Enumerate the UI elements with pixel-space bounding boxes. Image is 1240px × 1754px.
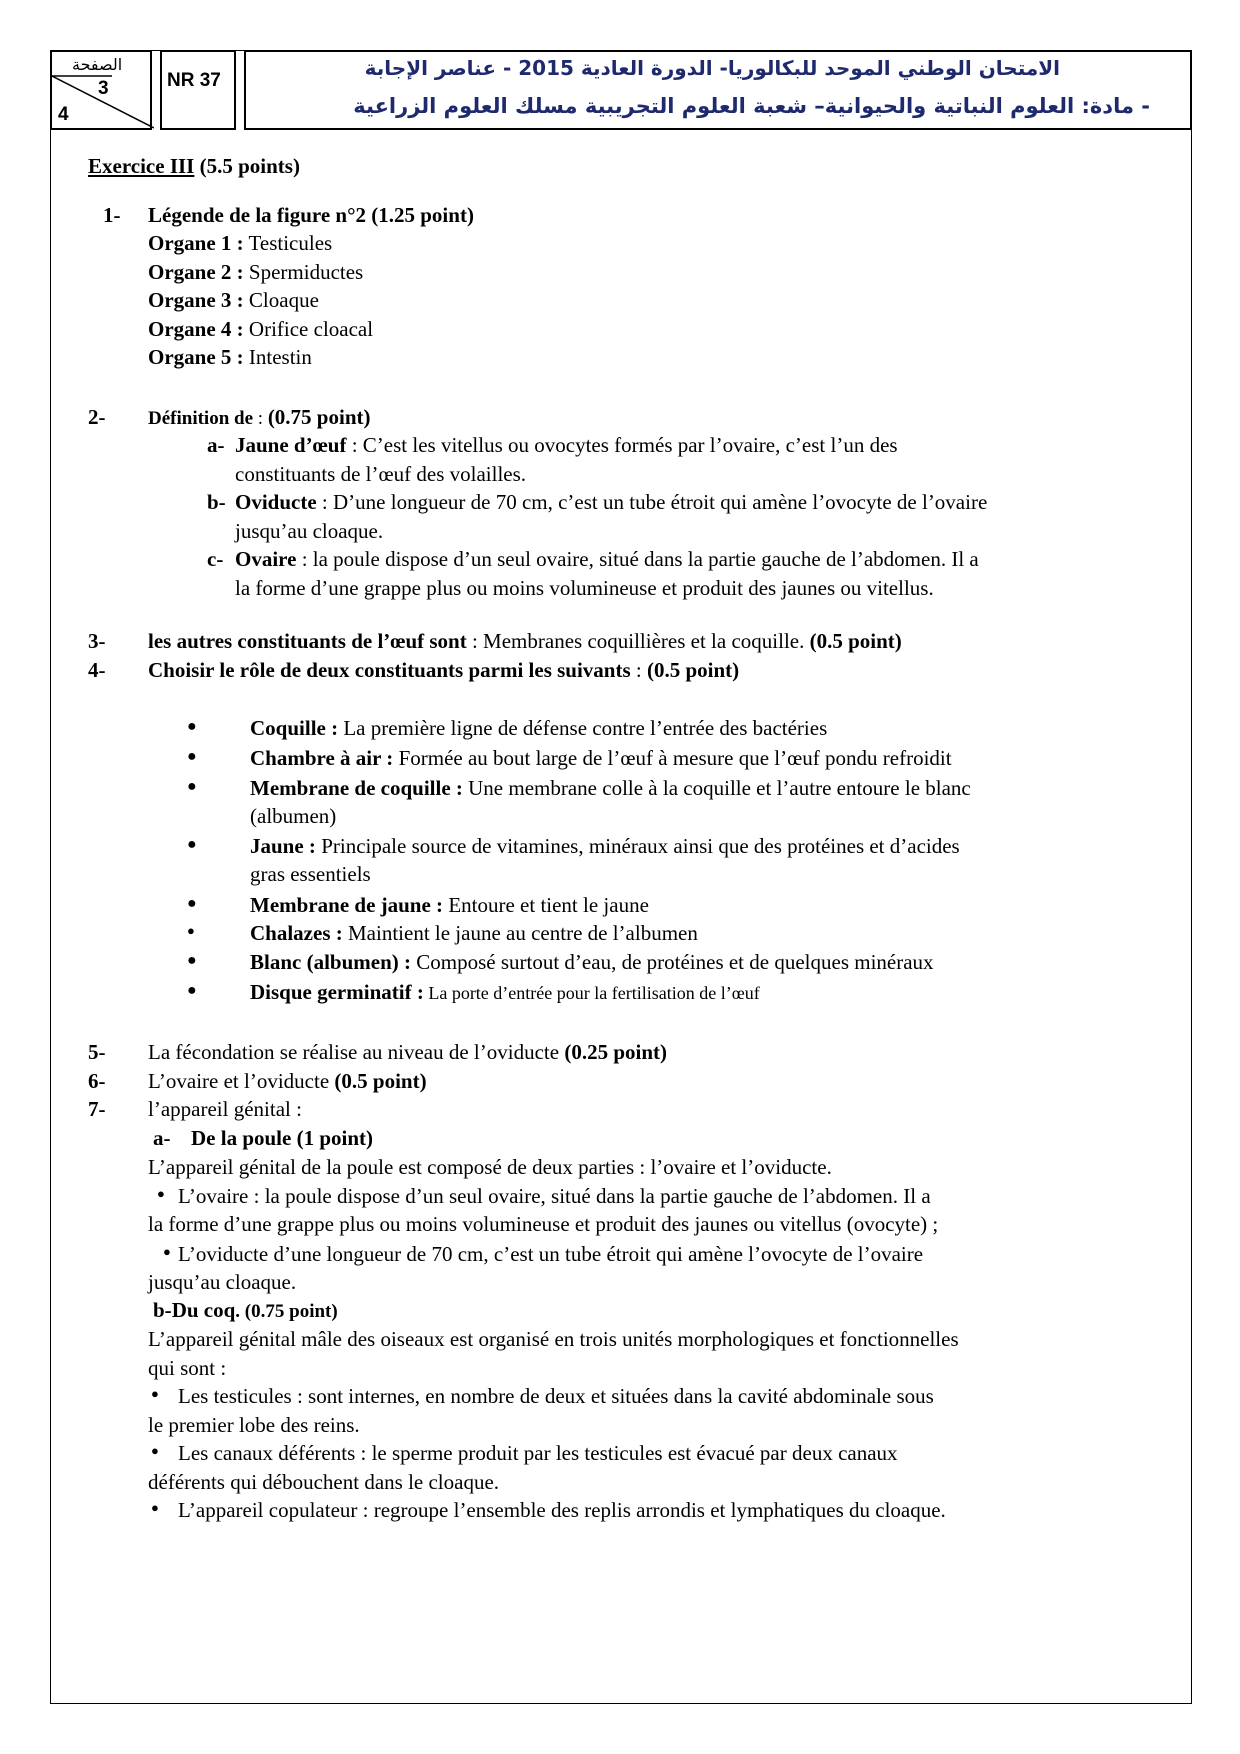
organ-row: Organe 3 : Cloaque <box>148 288 319 312</box>
q7a-paragraph: L’ovaire : la poule dispose d’un seul ovaire, situé dans la partie gauche de l’abdomen. Il a <box>178 1184 931 1208</box>
constituent-item-cont: (albumen) <box>250 804 337 828</box>
organ-row: Organe 2 : Spermiductes <box>148 260 364 284</box>
bullet-icon: ● <box>187 952 197 969</box>
q7b-heading: b-Du coq. (0.75 point) <box>153 1298 338 1322</box>
bullet-icon: ● <box>187 718 197 735</box>
q1-number: 1- <box>103 203 121 227</box>
constituent-item: Blanc (albumen) : Composé surtout d’eau, de protéines et de quelques minéraux <box>250 950 934 974</box>
q1-title: Légende de la figure n°2 (1.25 point) <box>148 203 474 227</box>
q7b-intro: qui sont : <box>148 1356 227 1380</box>
constituent-item: Jaune : Principale source de vitamines, minéraux ainsi que des protéines et d’acides <box>250 834 960 858</box>
bullet-icon: ● <box>187 836 197 853</box>
q7b-paragraph: Les canaux déférents : le sperme produit par les testicules est évacué par deux canaux <box>178 1441 898 1465</box>
q7b-paragraph: L’appareil copulateur : regroupe l’ensemble des replis arrondis et lymphatiques du cloaque. <box>178 1498 946 1522</box>
organ-row: Organe 4 : Orifice cloacal <box>148 317 374 341</box>
definition-line: jusqu’au cloaque. <box>235 519 384 543</box>
q7a-letter: a- <box>153 1126 171 1150</box>
definition-line: Ovaire : la poule dispose d’un seul ovaire, situé dans la partie gauche de l’abdomen. Il a <box>235 547 979 571</box>
constituent-item: Coquille : La première ligne de défense contre l’entrée des bactéries <box>250 716 828 740</box>
q7b-paragraph: déférents qui débouchent dans le cloaque. <box>148 1470 500 1494</box>
q3-number: 3- <box>88 629 106 653</box>
q7a-paragraph: jusqu’au cloaque. <box>148 1270 297 1294</box>
q5-number: 5- <box>88 1040 106 1064</box>
constituent-item-cont: gras essentiels <box>250 862 371 886</box>
definition-line: Jaune d’œuf : C’est les vitellus ou ovocytes formés par l’ovaire, c’est l’un des <box>235 433 898 457</box>
page-total: 4 <box>58 104 69 125</box>
constituent-item: Chambre à air : Formée au bout large de l’œuf à mesure que l’œuf pondu refroidit <box>250 746 952 770</box>
constituent-item: Membrane de coquille : Une membrane colle à la coquille et l’autre entoure le blanc <box>250 776 971 800</box>
page-number-box <box>50 50 152 130</box>
exam-code: NR 37 <box>167 70 221 91</box>
exam-title: الامتحان الوطني الموحد للبكالوريا- الدورة العادية 2015 - عناصر الإجابة <box>364 56 1060 80</box>
exam-subject: - مادة: العلوم النباتية والحيوانية– شعبة العلوم التجريبية مسلك العلوم الزراعية <box>353 94 1150 118</box>
q7a-title: De la poule (1 point) <box>191 1126 374 1150</box>
definition-line: constituants de l’œuf des volailles. <box>235 462 527 486</box>
q5-answer: La fécondation se réalise au niveau de l’oviducte (0.25 point) <box>148 1040 668 1064</box>
constituent-item: Disque germinatif : La porte d’entrée pour la fertilisation de l’œuf <box>250 980 760 1004</box>
q7a-paragraph: la forme d’une grappe plus ou moins volumineuse et produit des jaunes ou vitellus (ovocyte) ; <box>148 1212 939 1236</box>
bullet-icon: ● <box>187 982 197 999</box>
bullet-icon: ● <box>187 778 197 795</box>
q7b-paragraph: le premier lobe des reins. <box>148 1413 360 1437</box>
q2-number: 2- <box>88 405 106 429</box>
q2-item-letter: b- <box>207 490 226 514</box>
bullet-icon: ● <box>163 1244 171 1259</box>
q4-number: 4- <box>88 658 106 682</box>
page-label: الصفحة <box>72 55 123 74</box>
q7-number: 7- <box>88 1097 106 1121</box>
q6-answer: L’ovaire et l’oviducte (0.5 point) <box>148 1069 427 1093</box>
definition-line: Oviducte : D’une longueur de 70 cm, c’est un tube étroit qui amène l’ovocyte de l’ovaire <box>235 490 988 514</box>
q3-answer: les autres constituants de l’œuf sont : Membranes coquillières et la coquille. (0.5 point) <box>148 629 902 653</box>
q4-title: Choisir le rôle de deux constituants parmi les suivants : (0.5 point) <box>148 658 740 682</box>
constituent-item: Membrane de jaune : Entoure et tient le jaune <box>250 893 649 917</box>
organ-row: Organe 5 : Intestin <box>148 345 312 369</box>
q7-title: l’appareil génital : <box>148 1097 302 1121</box>
q2-item-letter: a- <box>207 433 225 457</box>
q2-item-letter: c- <box>207 547 224 571</box>
q2-title: Définition de : (0.75 point) <box>148 405 371 429</box>
exam-title-box <box>244 50 1192 130</box>
bullet-icon: ● <box>187 748 197 765</box>
page-number: 3 <box>98 78 109 99</box>
organ-row: Organe 1 : Testicules <box>148 231 333 255</box>
bullet-icon: ● <box>151 1443 159 1458</box>
exercise-points: (5.5 points) <box>199 154 300 178</box>
q7b-paragraph: Les testicules : sont internes, en nombre de deux et situées dans la cavité abdominale sous <box>178 1384 934 1408</box>
bullet-icon: ● <box>151 1500 159 1515</box>
q7a-intro: L’appareil génital de la poule est composé de deux parties : l’ovaire et l’oviducte. <box>148 1155 832 1179</box>
bullet-icon: ● <box>187 895 197 912</box>
constituent-item: Chalazes : Maintient le jaune au centre de l’albumen <box>250 921 698 945</box>
q6-number: 6- <box>88 1069 106 1093</box>
exercise-title: Exercice III <box>88 154 195 178</box>
definition-line: la forme d’une grappe plus ou moins volumineuse et produit des jaunes ou vitellus. <box>235 576 934 600</box>
q7a-paragraph: L’oviducte d’une longueur de 70 cm, c’est un tube étroit qui amène l’ovocyte de l’ovaire <box>178 1242 924 1266</box>
exam-code-box <box>160 50 236 130</box>
exercise-heading <box>88 154 300 179</box>
bullet-icon: ● <box>151 1386 159 1401</box>
q7b-intro: L’appareil génital mâle des oiseaux est organisé en trois unités morphologiques et fonctionnelles <box>148 1327 959 1351</box>
bullet-icon: ● <box>157 1186 165 1201</box>
bullet-icon: ● <box>187 923 195 938</box>
